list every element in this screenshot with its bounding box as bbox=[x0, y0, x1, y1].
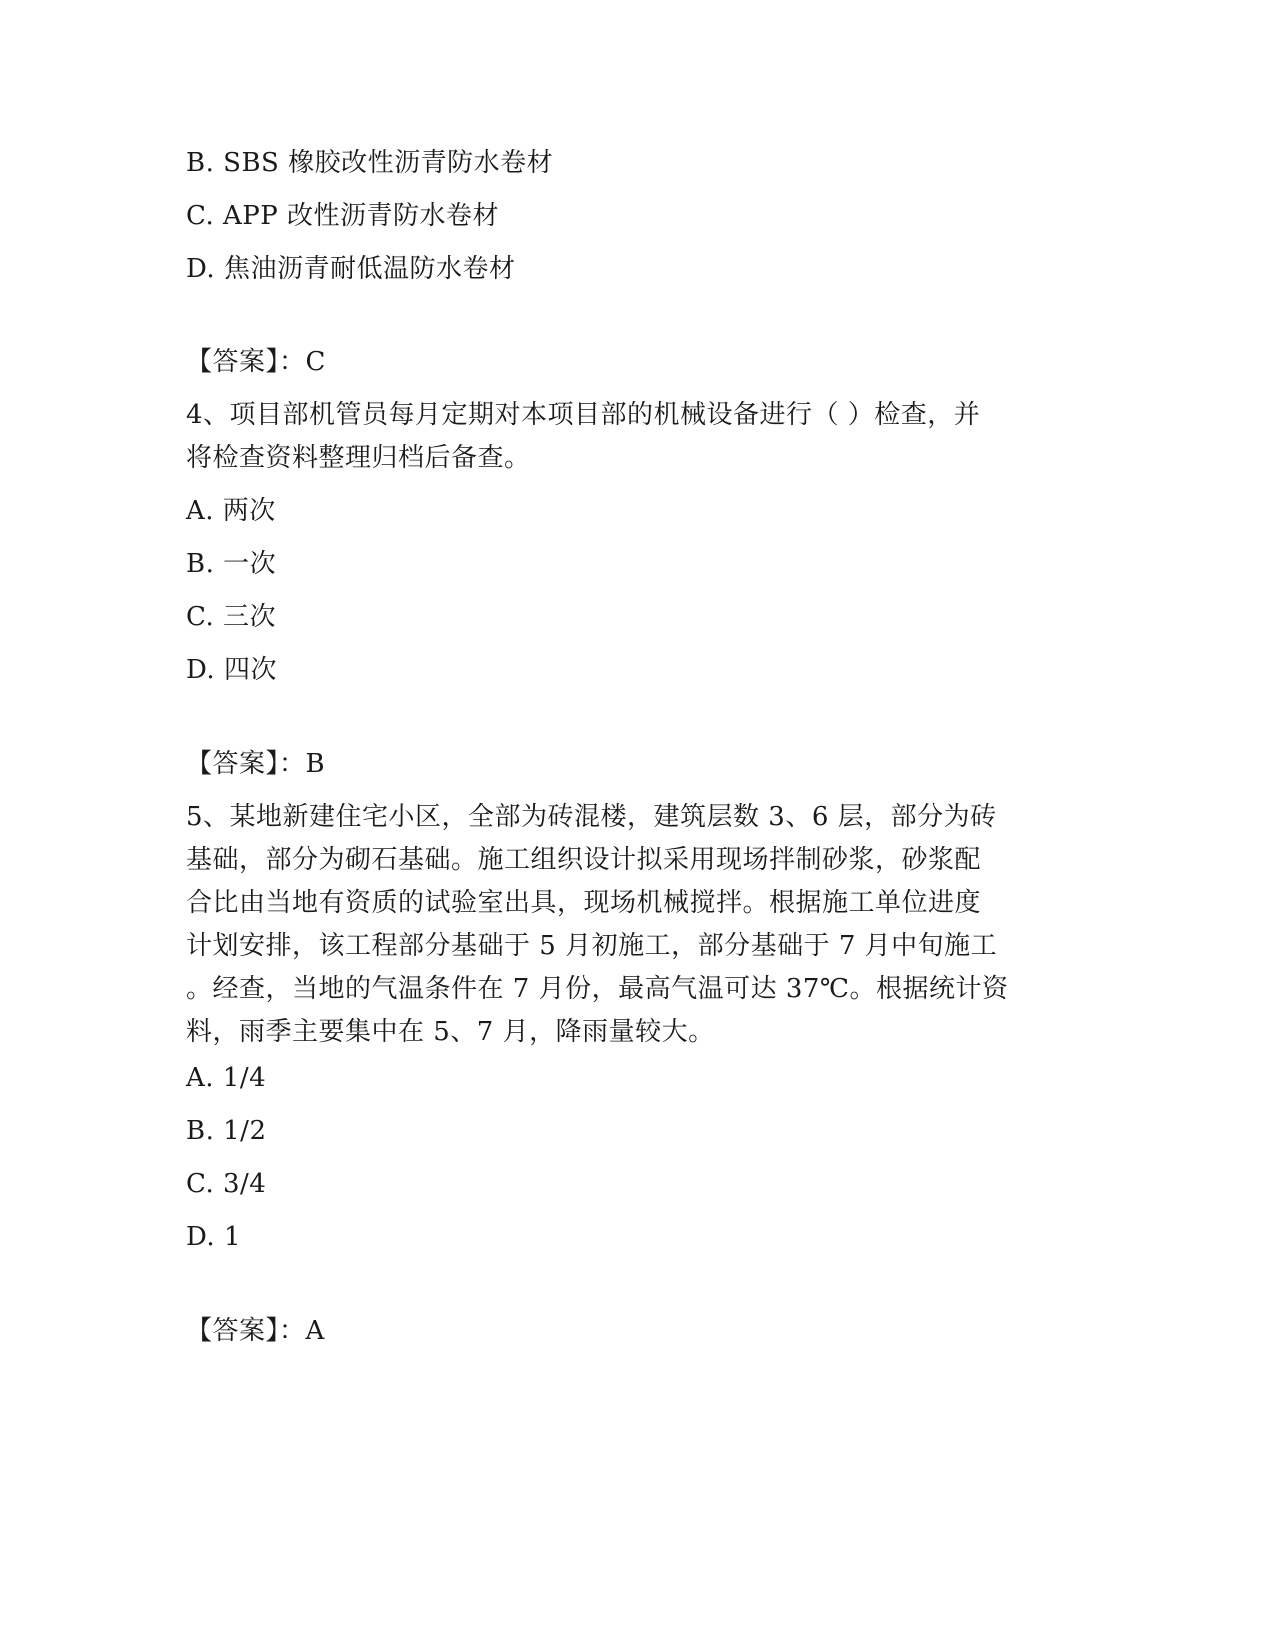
q3-answer: 【答案】：C bbox=[186, 347, 326, 377]
q4-answer: 【答案】：B bbox=[186, 749, 326, 779]
q3-option-c: C. APP 改性沥青防水卷材 bbox=[186, 201, 500, 231]
q4-stem-line-2: 将检查资料整理归档后备查。 bbox=[186, 443, 531, 473]
q5-option-c: C. 3/4 bbox=[186, 1169, 267, 1199]
q3-option-b: B. SBS 橡胶改性沥青防水卷材 bbox=[186, 148, 554, 178]
q5-option-a: A. 1/4 bbox=[186, 1063, 267, 1093]
q3-option-d: D. 焦油沥青耐低温防水卷材 bbox=[186, 254, 516, 284]
q5-option-d: D. 1 bbox=[186, 1222, 241, 1252]
q4-option-a: A. 两次 bbox=[186, 496, 276, 526]
q4-option-c: C. 三次 bbox=[186, 602, 276, 632]
q4-option-d: D. 四次 bbox=[186, 655, 277, 685]
q4-option-b: B. 一次 bbox=[186, 549, 277, 579]
q5-stem-line-5: 。经查，当地的气温条件在 7 月份，最高气温可达 37℃。根据统计资 bbox=[186, 974, 1009, 1004]
q5-option-b: B. 1/2 bbox=[186, 1116, 267, 1146]
q5-answer: 【答案】：A bbox=[186, 1316, 325, 1346]
q5-stem-line-6: 料，雨季主要集中在 5、7 月，降雨量较大。 bbox=[186, 1017, 715, 1047]
q5-stem-line-4: 计划安排，该工程部分基础于 5 月初施工，部分基础于 7 月中旬施工 bbox=[186, 931, 998, 961]
q5-stem-line-3: 合比由当地有资质的试验室出具，现场机械搅拌。根据施工单位进度 bbox=[186, 888, 982, 918]
q5-stem-line-2: 基础，部分为砌石基础。施工组织设计拟采用现场拌制砂浆，砂浆配 bbox=[186, 845, 982, 875]
q4-stem-line-1: 4、项目部机管员每月定期对本项目部的机械设备进行（ ）检查，并 bbox=[186, 400, 981, 430]
q5-stem-line-1: 5、某地新建住宅小区，全部为砖混楼，建筑层数 3、6 层，部分为砖 bbox=[186, 802, 997, 832]
